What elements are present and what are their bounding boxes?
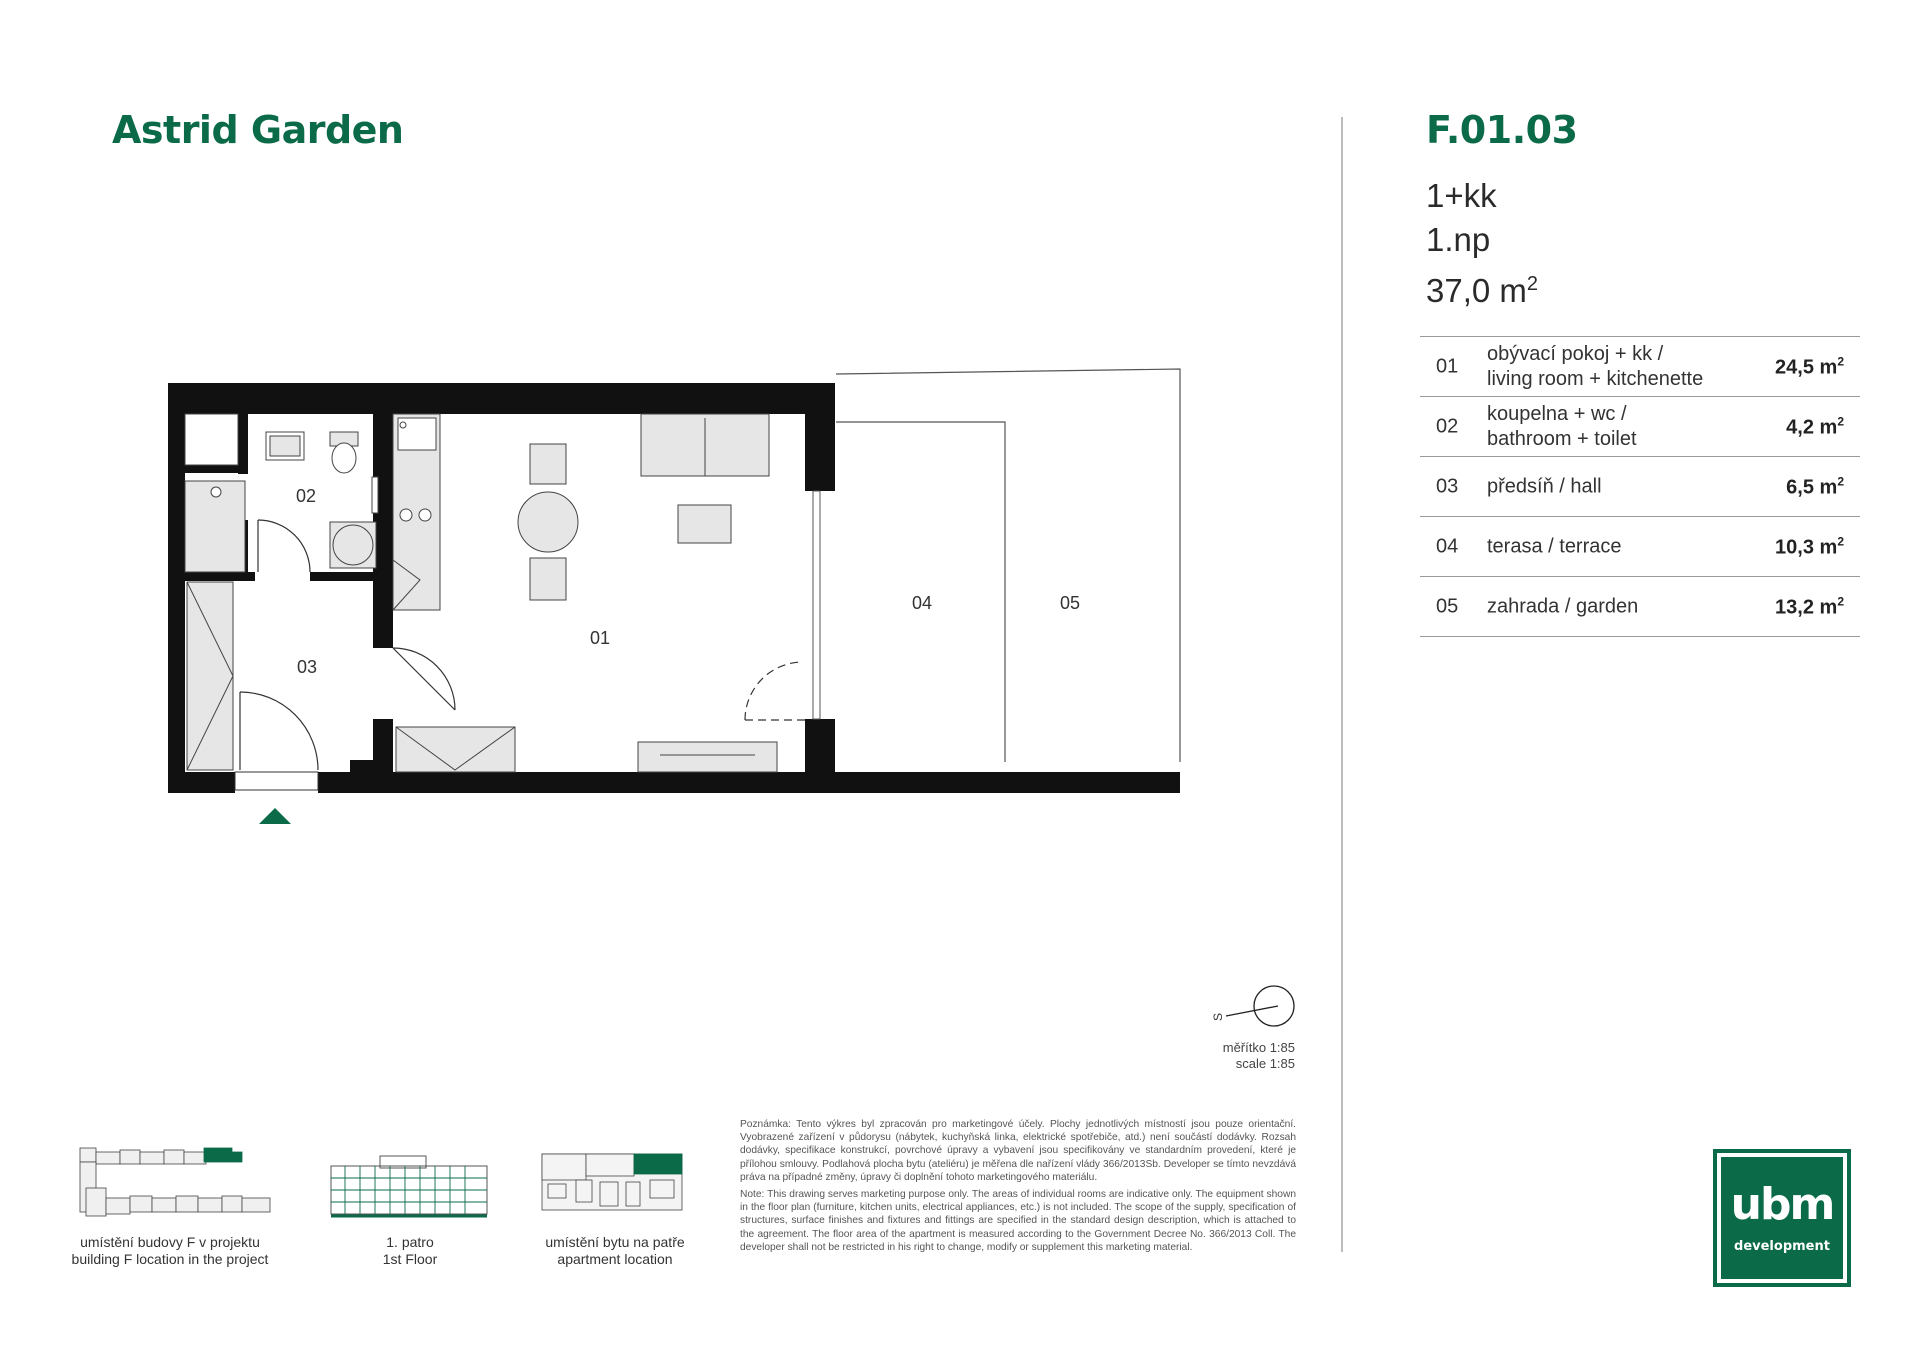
unit-area-value: 37,0 m [1426,272,1527,309]
room-number: 02 [1436,415,1459,437]
scale-en: scale 1:85 [1235,1056,1295,1071]
room-area-value: 6,5 m [1786,475,1838,498]
room-name-line2: living room + kitchenette [1487,367,1704,390]
plan-label-05: 05 [1059,593,1081,613]
unit-floor: 1.np [1426,221,1491,258]
room-area-exp: 2 [1837,354,1844,369]
caption-line2: 1st Floor [382,1251,438,1267]
terrace-garden-outline [836,369,1180,762]
site-plan-thumbnail [80,1148,270,1216]
note-cz: Poznámka: Tento výkres byl zpracován pro marketingové účely. Plochy jednotlivých místností jsou pouze orientační. Vyobrazené zařízení v půdorysu (nábytek, kuchyňská linka, elektrické spotřebiče, atd.) není součástí dodávky. Rozsah dodávky, specifikace konstrukcí, povrchové úpravy a vybavení jsou specifikovány ve standardním provedení, které je přílohou smlouvy. Podlahová plocha bytu (ateliéru) je měřena dle nařízení vlády 366/2013Sb. Developer se tímto nevzdává práva na případné změny, úpravy či doplnění tohoto marketingového materiálu. [740,1119,1296,1183]
ubm-logo [1713,1149,1851,1287]
thumbnail-caption [530,1234,700,1268]
unit-area-exp: 2 [1526,273,1539,295]
room-name-line1: koupelna + wc / [1487,402,1627,425]
room-name: zahrada / garden [1487,595,1639,617]
compass-icon [1226,986,1294,1026]
fixtures [185,414,777,772]
room-area-value: 10,3 m [1775,535,1838,558]
room-number: 03 [1436,475,1459,497]
room-area-exp: 2 [1837,414,1844,429]
window [813,491,820,719]
caption-line2: apartment location [557,1251,673,1267]
room-number: 04 [1436,535,1459,557]
caption-line2: building F location in the project [71,1251,269,1267]
logo-subtitle: development [1734,1239,1830,1254]
room-area-value: 24,5 m [1775,355,1838,378]
scale-cz: měřítko 1:85 [1222,1040,1295,1055]
caption-line1: umístění budovy F v projektu [80,1234,260,1250]
room-name-line1: obývací pokoj + kk / [1487,342,1664,365]
unit-code: F.01.03 [1426,108,1578,152]
plan-label-01: 01 [589,628,611,648]
room-name: předsíň / hall [1487,475,1602,497]
logo-mark: ubm [1730,1179,1834,1230]
room-number: 01 [1436,355,1459,377]
disclaimer-note [740,1118,1296,1258]
room-area-value: 13,2 m [1775,595,1838,618]
room-area-exp: 2 [1837,594,1844,609]
door-swings [240,520,805,770]
plan-label-03: 03 [296,657,318,677]
elevation-thumbnail [331,1156,487,1216]
caption-line1: umístění bytu na patře [545,1234,685,1250]
note-en: Note: This drawing serves marketing purpose only. The areas of individual rooms are indicative only. The equipment shown in the floor plan (furniture, kitchen units, electrical appliances, etc.) is not included. The scope of the supply, specification of structures, surface finishes and fixtures and fittings are specified in the standard design description, which is attached to the agreement. The floor area of the apartment is measured according to the Government Decree No. 366/2013 Coll. The developer shall not be restricted in his right to change, modify or supplement this marketing material. [740,1189,1296,1253]
thumbnail-caption [335,1234,485,1268]
unit-layout: 1+kk [1426,177,1497,214]
entrance-arrow-icon [259,808,291,824]
room-name: terasa / terrace [1487,535,1622,557]
room-number: 05 [1436,595,1459,617]
floor-position-thumbnail [542,1154,682,1210]
caption-line1: 1. patro [386,1234,434,1250]
room-area-exp: 2 [1837,474,1844,489]
logo-background [1721,1157,1843,1279]
project-title: Astrid Garden [112,108,404,152]
compass-letter: S [1211,1012,1226,1022]
entrance-threshold [235,772,318,790]
thumbnail-caption [60,1234,280,1268]
room-area-value: 4,2 m [1786,415,1838,438]
plan-label-02: 02 [295,486,317,506]
room-area-exp: 2 [1837,534,1844,549]
room-name-line2: bathroom + toilet [1487,427,1637,450]
scale-text [1140,1040,1295,1072]
plan-label-04: 04 [911,593,933,613]
